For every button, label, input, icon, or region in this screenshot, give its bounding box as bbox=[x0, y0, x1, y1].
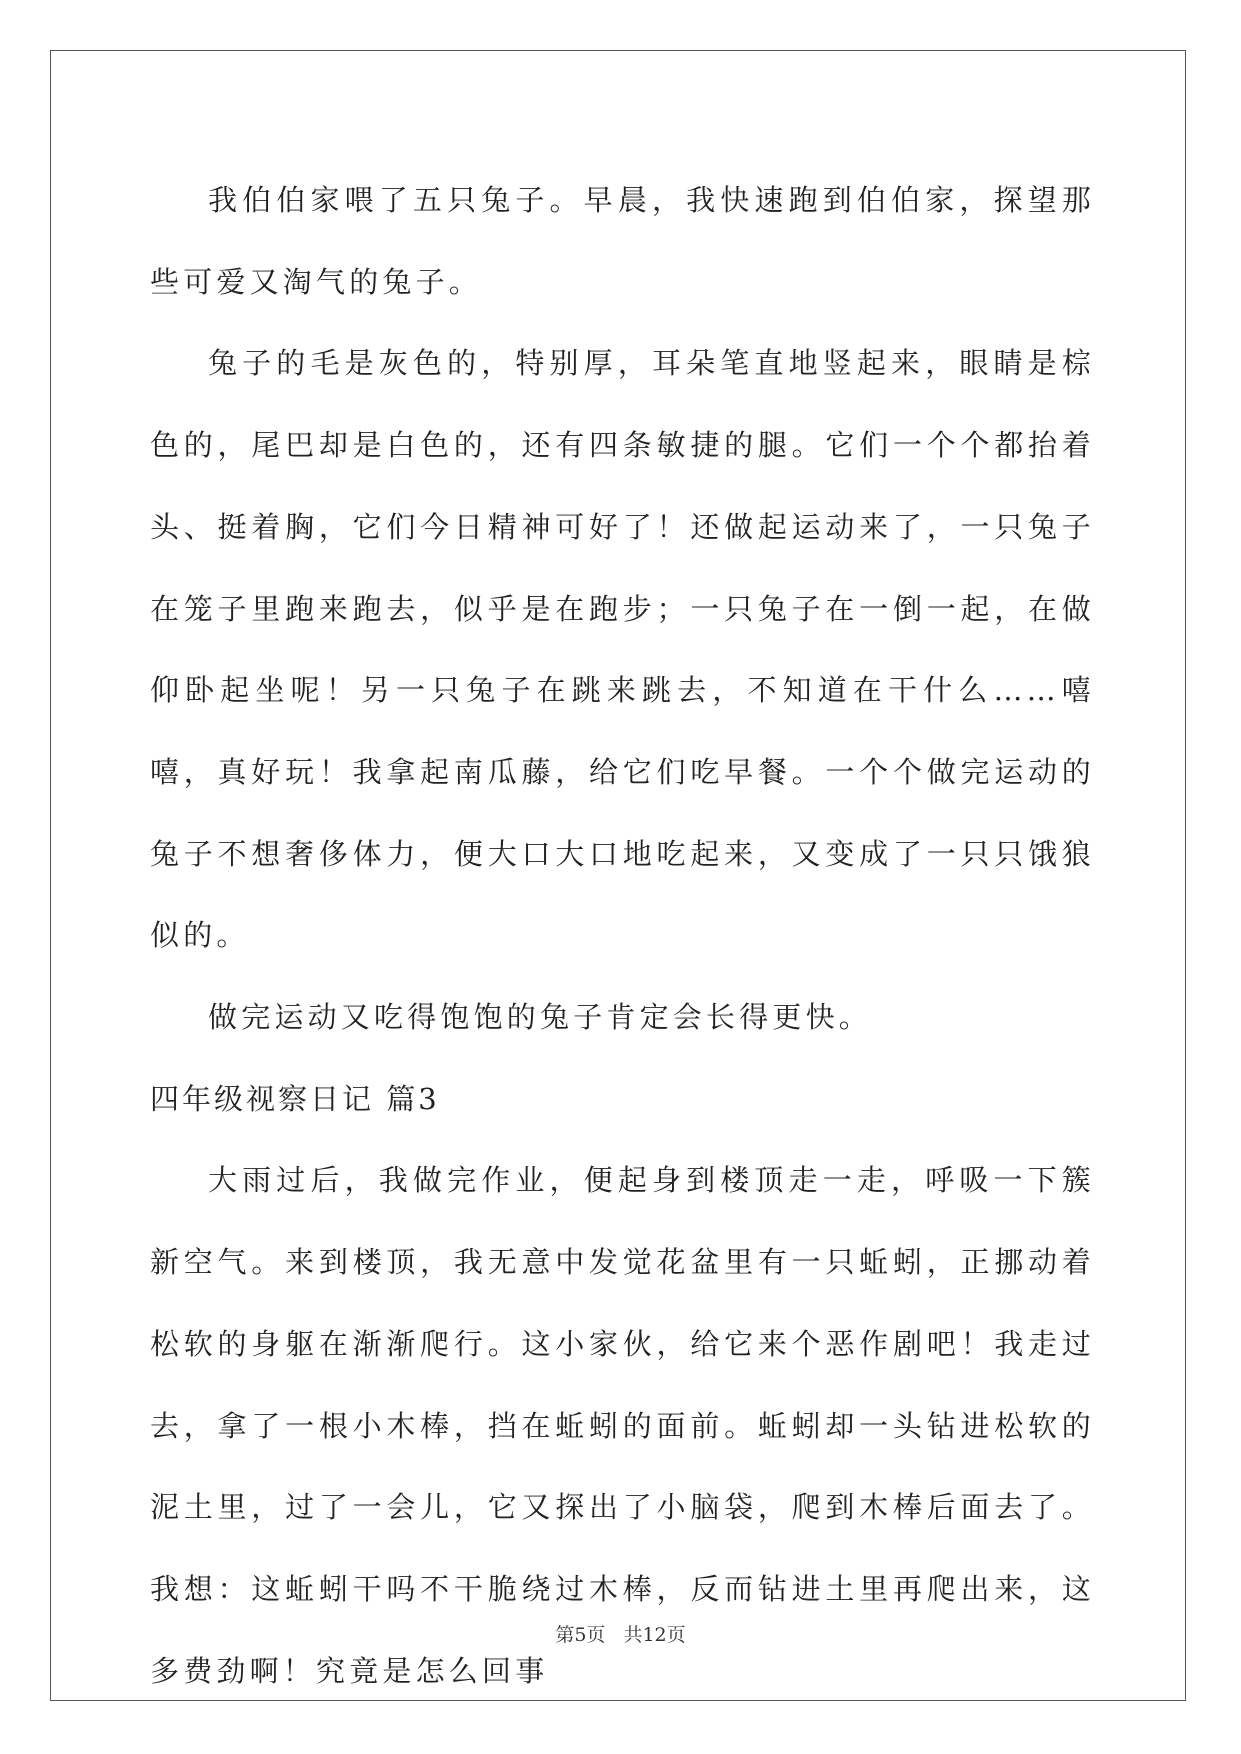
paragraph-2: 兔子的毛是灰色的，特别厚，耳朵笔直地竖起来，眼睛是棕色的，尾巴却是白色的，还有四条敏捷的腿。它们一个个都抬着头、挺着胸，它们今日精神可好了！还做起运动来了，一只兔子在笼子里跑来跑去，似乎是在跑步；一只兔子在一倒一起，在做仰卧起坐呢！另一只兔子在跳来跳去，不知道在干什么……嘻嘻，真好玩！我拿起南瓜藤，给它们吃早餐。一个个做完运动的兔子不想奢侈体力，便大口大口地吃起来，又变成了一只只饿狼似的。 bbox=[150, 346, 1095, 953]
paragraph-4: 大雨过后，我做完作业，便起身到楼顶走一走，呼吸一下簇新空气。来到楼顶，我无意中发觉花盆里有一只蚯蚓，正挪动着松软的身躯在渐渐爬行。这小家伙，给它来个恶作剧吧！我走过去，拿了一根小木棒，挡在蚯蚓的面前。蚯蚓却一头钻进松软的泥土里，过了一会儿，它又探出了小脑袋，爬到木棒后面去了。我想：这蚯蚓干吗不干脆绕过木棒，反而钻进土里再爬出来，这多费劲啊！究竟是怎么回事 bbox=[150, 1163, 1095, 1688]
total-pages: 共12页 bbox=[623, 1624, 686, 1646]
page-number: 第5页 bbox=[555, 1624, 606, 1646]
page-footer bbox=[0, 1620, 1241, 1647]
section-title: 四年级视察日记 篇3 bbox=[150, 1081, 440, 1116]
document-body bbox=[150, 160, 1095, 1712]
paragraph-3: 做完运动又吃得饱饱的兔子肯定会长得更快。 bbox=[208, 1000, 873, 1035]
paragraph-1: 我伯伯家喂了五只兔子。早晨，我快速跑到伯伯家，探望那些可爱又淘气的兔子。 bbox=[150, 183, 1095, 299]
